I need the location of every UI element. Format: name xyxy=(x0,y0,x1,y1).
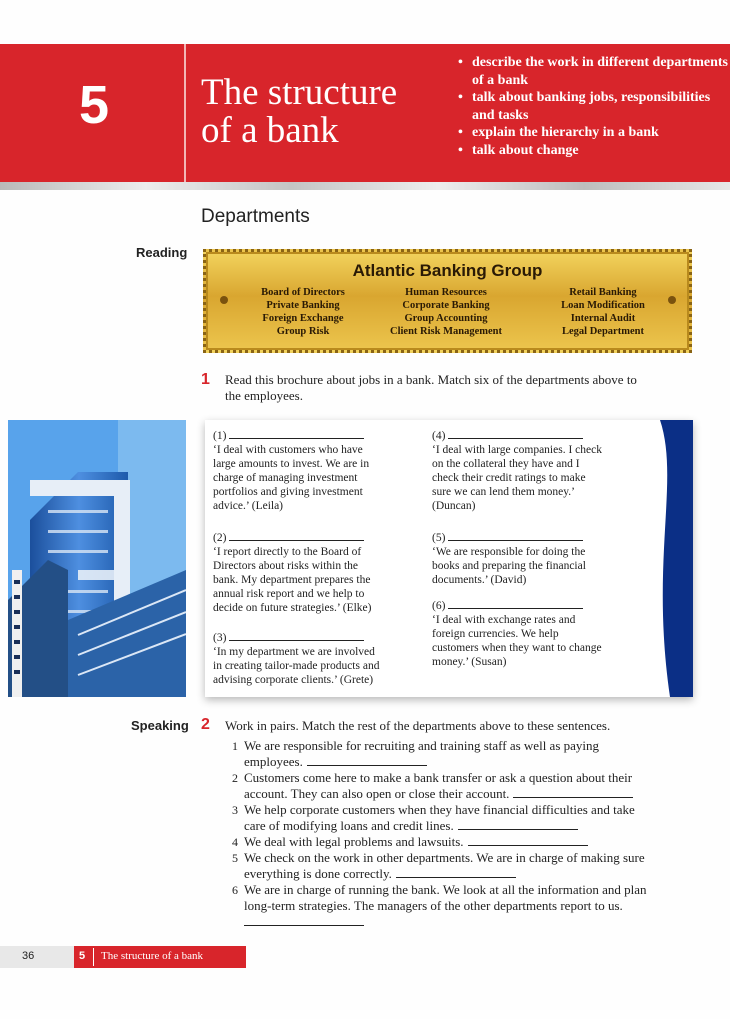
employee-statement-6: (6) ‘I deal with exchange rates and foreign currencies. We help customers when they want to change money.’ (Susan) xyxy=(432,600,602,668)
footer-separator xyxy=(93,948,94,966)
answer-blank[interactable] xyxy=(396,866,516,878)
department-column-1 xyxy=(238,286,368,338)
brochure-plaque xyxy=(203,249,692,353)
employee-statement-4: (4) ‘I deal with large companies. I check on the collateral they have and I check their credit ratings to make sure we can lend them money.’ (Duncan) xyxy=(432,430,602,512)
footer-unit-title: The structure of a bank xyxy=(101,950,204,962)
employee-statement-2: (2) ‘I report directly to the Board of Directors about risks within the bank. My department prepares the annual risk report and we help to decide on future strategies.’ (Elke) xyxy=(213,532,372,614)
answer-blank[interactable] xyxy=(468,834,588,846)
answer-blank[interactable] xyxy=(229,530,364,541)
task-2-sentences xyxy=(226,738,696,932)
rivet-left-icon xyxy=(220,296,228,304)
chapter-title-line-2: of a bank xyxy=(201,110,339,151)
department-item: Foreign Exchange xyxy=(262,313,344,324)
header-stripe xyxy=(0,182,730,190)
panel-blue-swoosh-icon xyxy=(640,420,693,697)
sentence-item: 2 Customers come here to make a bank transfer or ask a question about their account. They can also open or close their account. xyxy=(232,770,633,801)
answer-blank[interactable] xyxy=(448,428,583,439)
reading-label: Reading xyxy=(136,245,188,260)
chapter-number: 5 xyxy=(78,75,110,135)
chapter-objectives xyxy=(458,54,728,159)
employee-statement-5: (5) ‘We are responsible for doing the books and preparing the financial documents.’ (David) xyxy=(432,532,586,586)
answer-blank[interactable] xyxy=(448,598,583,609)
chapter-title-line-1: The structure xyxy=(201,72,398,113)
bank-building-photo xyxy=(8,420,186,697)
chapter-title xyxy=(201,74,461,150)
answer-blank[interactable] xyxy=(229,630,364,641)
sentence-item: 3 We help corporate customers when they have financial difficulties and take care of modifying loans and credit lines. xyxy=(232,802,635,833)
answer-blank[interactable] xyxy=(448,530,583,541)
sentence-item: 4 We deal with legal problems and lawsuits. xyxy=(226,834,696,850)
department-item: Retail Banking xyxy=(569,287,637,298)
objective-item: • talk about change xyxy=(458,142,728,160)
page-number: 36 xyxy=(22,950,35,962)
answer-blank[interactable] xyxy=(513,786,633,798)
department-item: Private Banking xyxy=(266,300,340,311)
objective-item: • explain the hierarchy in a bank xyxy=(458,124,728,142)
answer-blank[interactable] xyxy=(244,914,364,926)
department-item: Legal Department xyxy=(562,326,644,337)
department-item: Corporate Banking xyxy=(402,300,490,311)
department-column-3 xyxy=(538,286,668,338)
department-item: Group Risk xyxy=(276,326,330,337)
task-2-instruction: Work in pairs. Match the rest of the departments above to these sentences. xyxy=(225,718,611,733)
task-1-instruction-line: the employees. xyxy=(225,388,303,403)
department-item: Human Resources xyxy=(405,287,487,298)
department-item: Board of Directors xyxy=(261,287,345,298)
department-item: Loan Modification xyxy=(561,300,645,311)
sentence-item: 1 We are responsible for recruiting and training staff as well as paying employees. xyxy=(232,738,600,769)
sentence-item: 6 We are in charge of running the bank. We look at all the information and plan long-term strategies. The managers of the other departments report to us. xyxy=(226,882,696,932)
task-1-instruction-line: Read this brochure about jobs in a bank. Match six of the departments above to xyxy=(225,372,637,387)
brochure-title: Atlantic Banking Group xyxy=(352,261,543,280)
department-item: Group Accounting xyxy=(404,313,488,324)
footer-rule xyxy=(0,946,74,968)
header-divider xyxy=(184,44,186,184)
speaking-label: Speaking xyxy=(131,718,189,733)
section-heading: Departments xyxy=(201,206,310,227)
task-1-number: 1 xyxy=(201,371,210,388)
answer-blank[interactable] xyxy=(307,754,427,766)
building-illustration-icon xyxy=(8,420,186,697)
department-column-2 xyxy=(366,286,526,338)
answer-blank[interactable] xyxy=(458,818,578,830)
objective-item: • describe the work in different departments of a bank xyxy=(458,54,728,89)
employee-statement-3: (3) ‘In my department we are involved in creating tailor-made products and advising corporate clients.’ (Grete) xyxy=(213,632,380,686)
task-1-instruction xyxy=(225,372,695,404)
sentence-item: 5 We check on the work in other departments. We are in charge of making sure everything is done correctly. xyxy=(232,850,645,881)
objective-item: • talk about banking jobs, responsibilities and tasks xyxy=(458,89,728,124)
employee-statement-1: (1) ‘I deal with customers who have large amounts to invest. We are in charge of managing investment portfolios and giving investment advice.’ (Leila) xyxy=(213,430,370,512)
department-item: Client Risk Management xyxy=(390,326,502,337)
task-2-number: 2 xyxy=(201,716,210,733)
footer-unit-number: 5 xyxy=(79,950,86,962)
department-item: Internal Audit xyxy=(570,313,636,324)
answer-blank[interactable] xyxy=(229,428,364,439)
rivet-right-icon xyxy=(668,296,676,304)
